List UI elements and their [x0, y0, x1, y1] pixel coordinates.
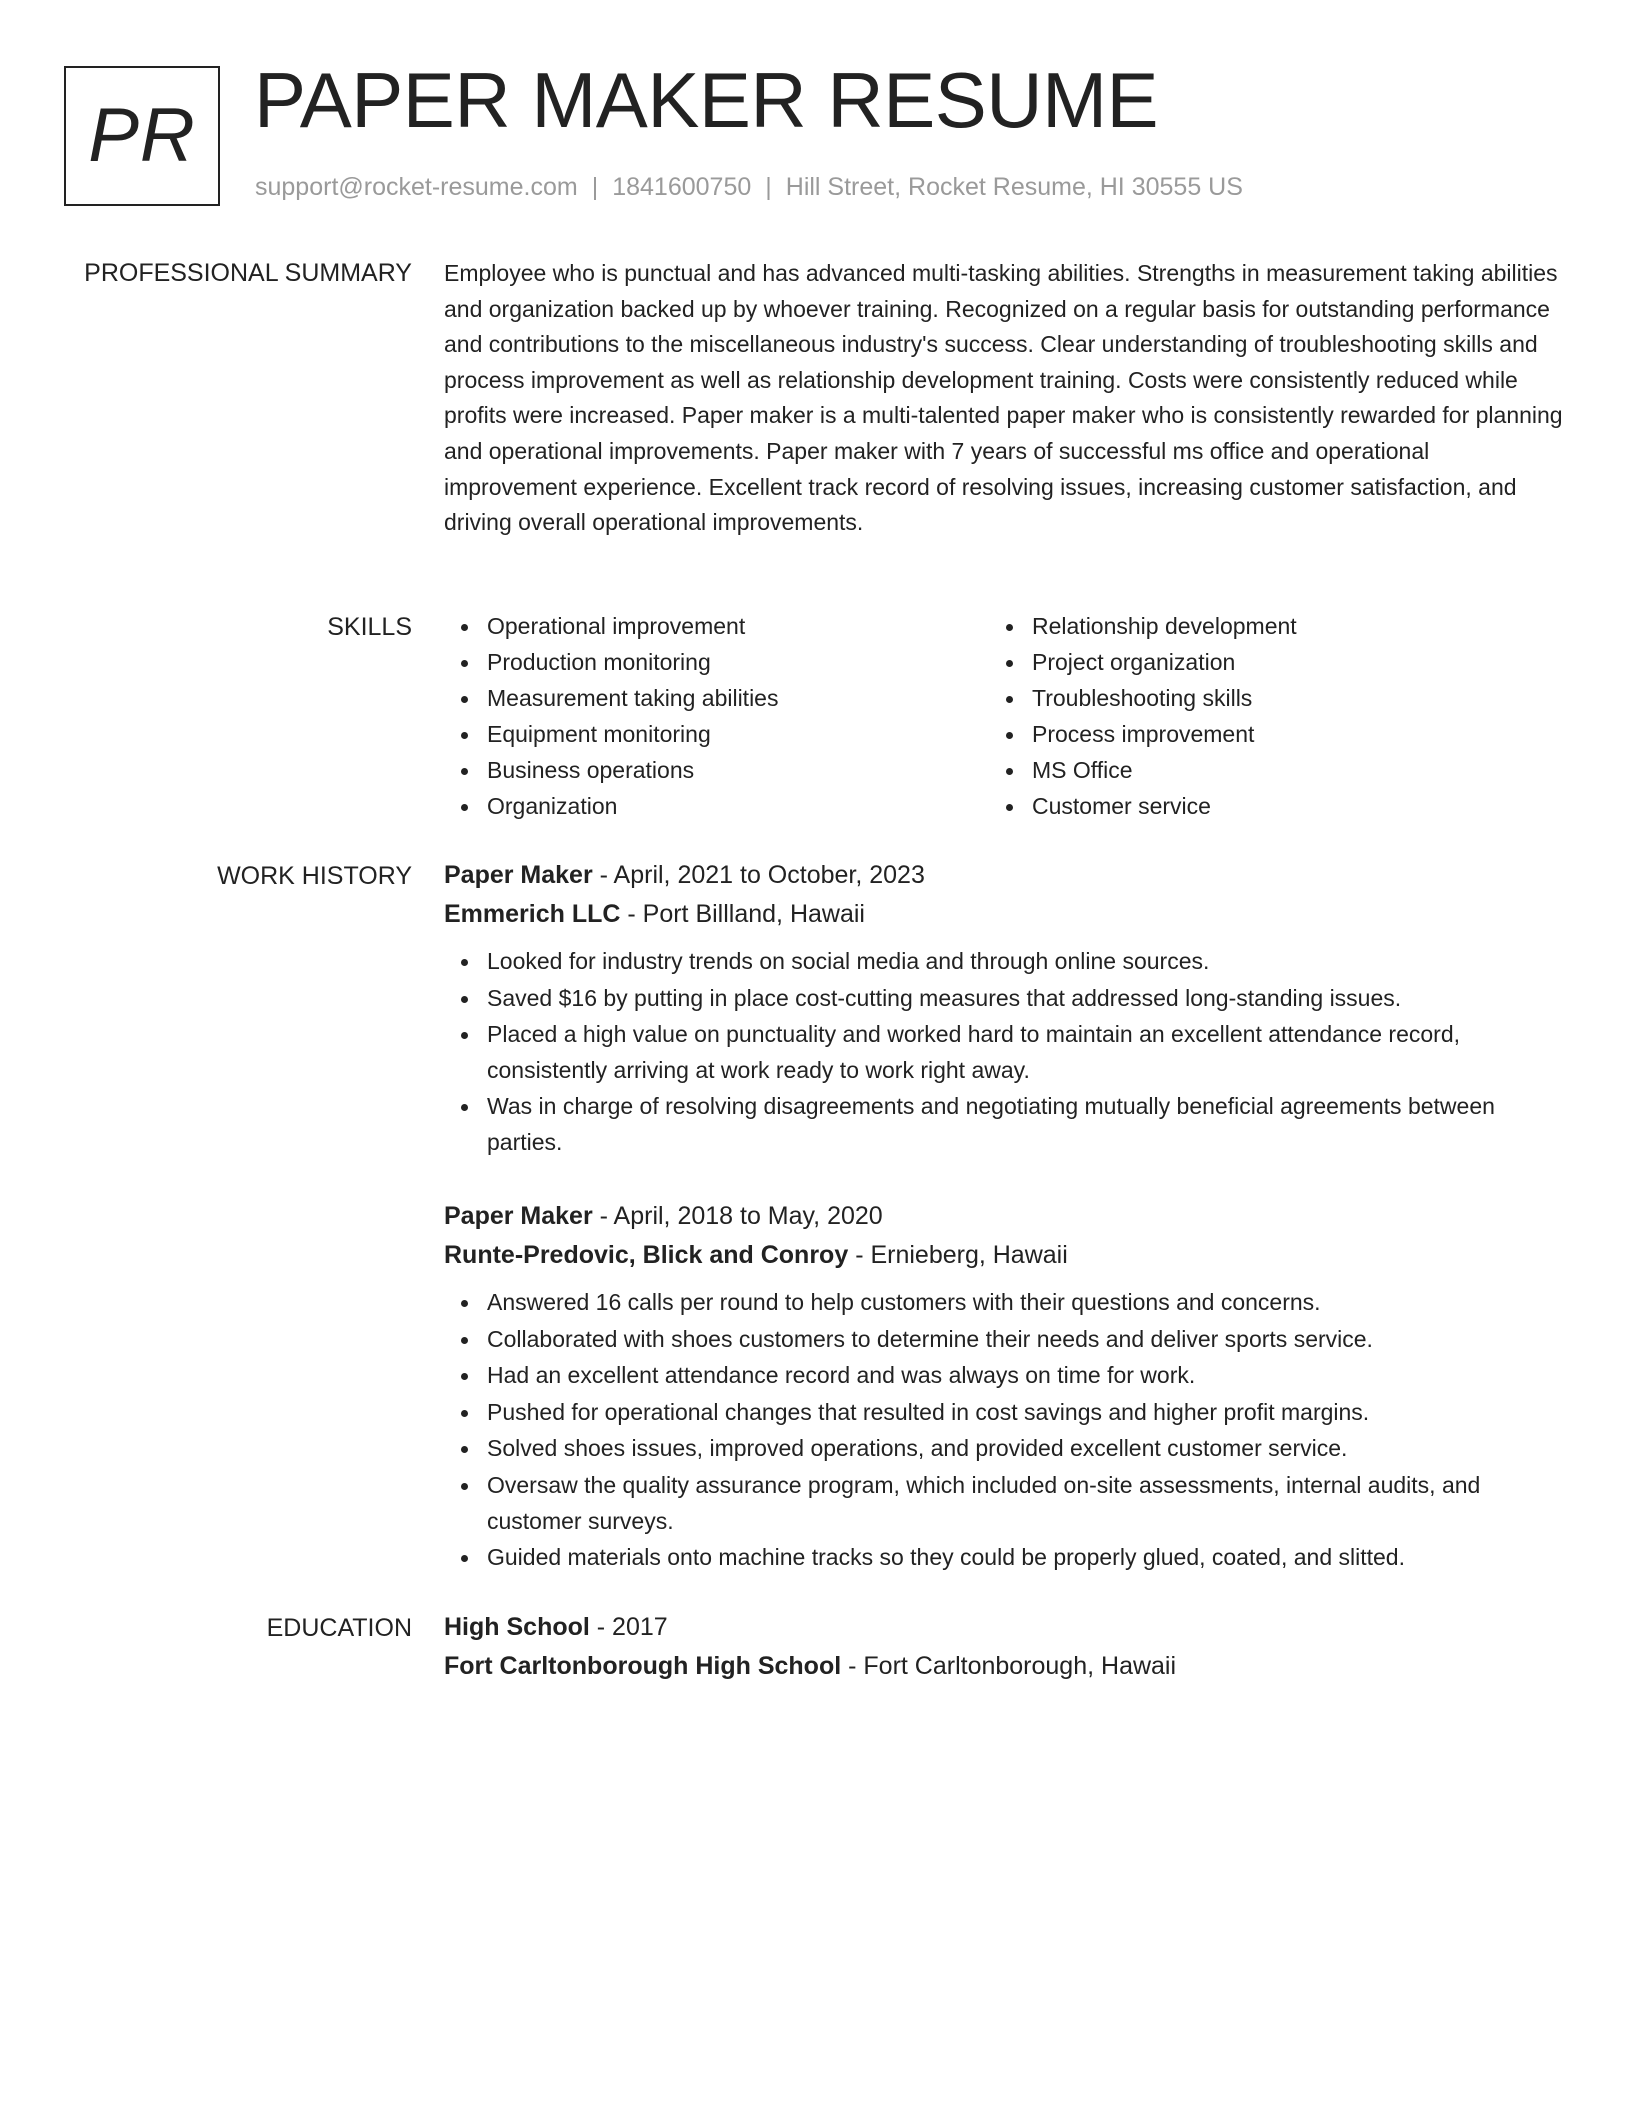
job-company: Emmerich LLC	[444, 900, 621, 928]
job-bullet: Solved shoes issues, improved operations, and provided excellent customer service.	[444, 1431, 1564, 1467]
skill-item: Customer service	[989, 789, 1534, 825]
section-label-summary: PROFESSIONAL SUMMARY	[84, 259, 412, 287]
monogram-initials: PR	[88, 93, 196, 178]
skill-item: Production monitoring	[444, 645, 989, 681]
section-label-education: EDUCATION	[266, 1614, 412, 1642]
resume-title: PAPER MAKER RESUME	[254, 56, 1159, 144]
education-entry	[444, 1608, 1564, 1686]
job-title: Paper Maker	[444, 861, 593, 889]
skills-list-left	[444, 609, 989, 826]
education-school: Fort Carltonborough High School	[444, 1652, 842, 1680]
job-entry	[444, 1197, 1564, 1577]
job-bullet: Saved $16 by putting in place cost-cutting measures that addressed long-standing issues.	[444, 981, 1564, 1017]
skill-item: Organization	[444, 789, 989, 825]
job-company-line	[444, 1236, 1564, 1275]
contact-address: Hill Street, Rocket Resume, HI 30555 US	[785, 173, 1243, 201]
skill-item: Troubleshooting skills	[989, 681, 1534, 717]
job-dates: - April, 2021 to October, 2023	[592, 861, 925, 889]
job-bullet: Answered 16 calls per round to help customers with their questions and concerns.	[444, 1285, 1564, 1321]
contact-email: support@rocket-resume.com	[255, 173, 578, 201]
contact-separator: |	[765, 173, 772, 201]
job-bullet: Collaborated with shoes customers to determine their needs and deliver sports service.	[444, 1322, 1564, 1358]
education-year: - 2017	[589, 1613, 668, 1641]
section-label-skills: SKILLS	[327, 613, 412, 641]
job-bullet: Looked for industry trends on social media and through online sources.	[444, 944, 1564, 980]
job-bullets	[444, 944, 1564, 1161]
skill-item: MS Office	[989, 753, 1534, 789]
job-title: Paper Maker	[444, 1202, 593, 1230]
skill-item: Project organization	[989, 645, 1534, 681]
job-title-line	[444, 856, 1564, 895]
education-school-line	[444, 1647, 1564, 1686]
section-label-work-history: WORK HISTORY	[217, 862, 412, 890]
contact-line	[255, 172, 1243, 202]
summary-section	[444, 256, 1564, 541]
skill-item: Business operations	[444, 753, 989, 789]
job-bullet: Pushed for operational changes that resulted in cost savings and higher profit margins.	[444, 1395, 1564, 1431]
job-location: - Ernieberg, Hawaii	[848, 1241, 1068, 1269]
job-bullet: Oversaw the quality assurance program, which included on-site assessments, internal audits, and customer surveys.	[444, 1468, 1564, 1539]
education-location: - Fort Carltonborough, Hawaii	[841, 1652, 1177, 1680]
skills-list-right	[989, 609, 1534, 826]
job-bullets	[444, 1285, 1564, 1576]
job-company-line	[444, 895, 1564, 934]
education-degree-line	[444, 1608, 1564, 1647]
job-bullet: Guided materials onto machine tracks so they could be properly glued, coated, and slitted.	[444, 1540, 1564, 1576]
job-entry	[444, 856, 1564, 1162]
skill-item: Process improvement	[989, 717, 1534, 753]
contact-phone: 1841600750	[612, 173, 752, 201]
monogram-box	[64, 66, 220, 206]
job-bullet: Had an excellent attendance record and was always on time for work.	[444, 1358, 1564, 1394]
job-bullet: Placed a high value on punctuality and worked hard to maintain an excellent attendance record, consistently arriving at work ready to work right away.	[444, 1017, 1564, 1088]
job-bullet: Was in charge of resolving disagreements and negotiating mutually beneficial agreements between parties.	[444, 1089, 1564, 1160]
summary-text: Employee who is punctual and has advanced multi-tasking abilities. Strengths in measurement taking abilities and organization backed up by whoever training. Recognized on a regular basis for outstanding performance and contributions to the miscellaneous industry's success. Clear understanding of troubleshooting skills and process improvement as well as relationship development training. Costs were consistently reduced while profits were increased. Paper maker is a multi-talented paper maker who is consistently rewarded for planning and operational improvements. Paper maker with 7 years of successful ms office and operational improvement experience. Excellent track record of resolving issues, increasing customer satisfaction, and driving overall operational improvements.	[444, 260, 1563, 536]
skill-item: Operational improvement	[444, 609, 989, 645]
education-degree: High School	[444, 1613, 590, 1641]
job-dates: - April, 2018 to May, 2020	[592, 1202, 883, 1230]
skill-item: Measurement taking abilities	[444, 681, 989, 717]
job-location: - Port Billland, Hawaii	[620, 900, 865, 928]
job-title-line	[444, 1197, 1564, 1236]
job-company: Runte-Predovic, Blick and Conroy	[444, 1241, 849, 1269]
contact-separator: |	[591, 173, 599, 201]
skills-section	[444, 609, 1564, 826]
skill-item: Relationship development	[989, 609, 1534, 645]
skills-grid	[444, 609, 1564, 826]
skill-item: Equipment monitoring	[444, 717, 989, 753]
